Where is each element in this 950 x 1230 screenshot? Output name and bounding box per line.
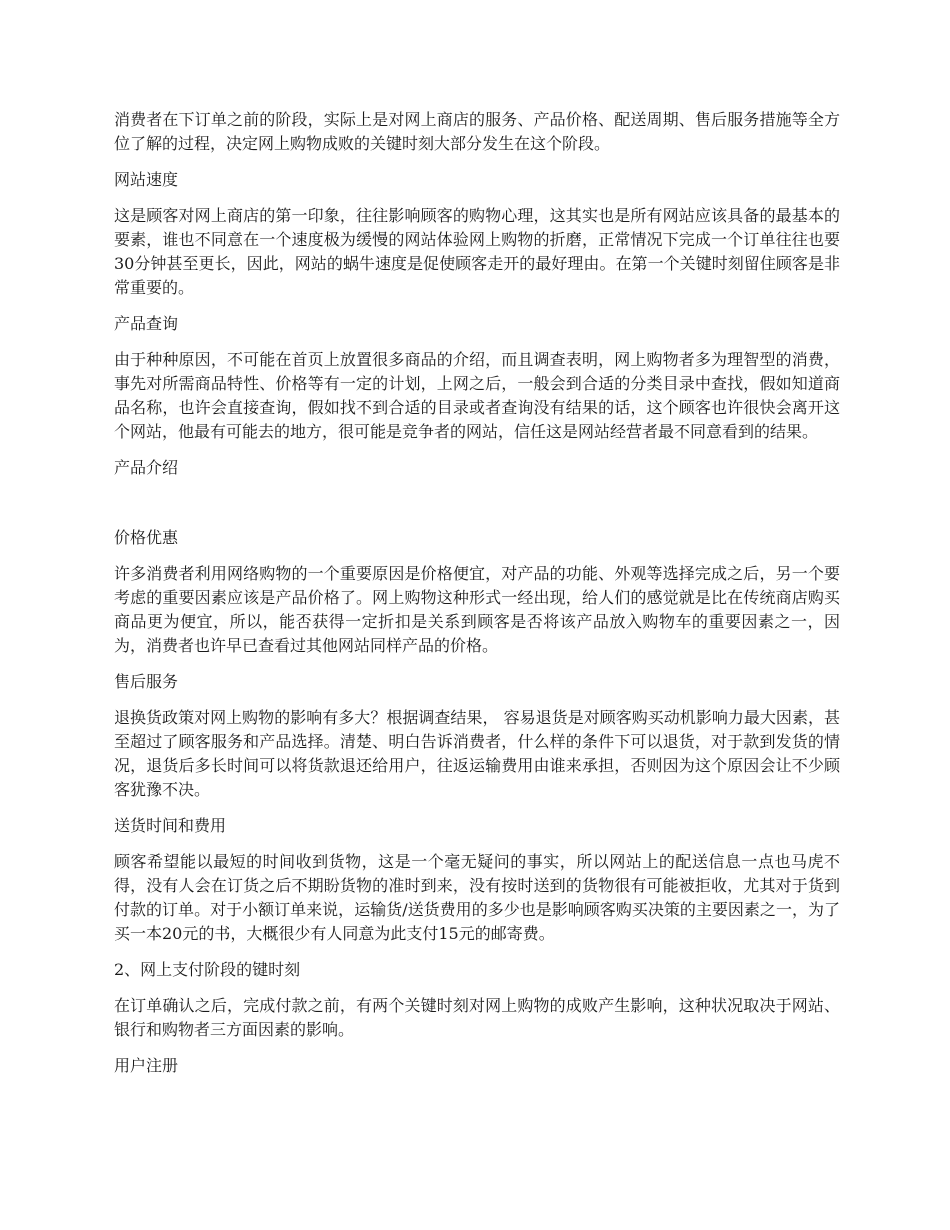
heading-payment-stage: 2、网上支付阶段的键时刻 xyxy=(114,960,301,979)
document-body xyxy=(114,108,840,1090)
heading-product-search: 产品查询 xyxy=(114,314,179,333)
paragraph-payment-stage: 在订单确认之后，完成付款之前，有两个关键时刻对网上购物的成败产生影响，这种状况取决于网站、银行和购物者三方面因素的影响。 xyxy=(114,996,840,1039)
heading-product-intro: 产品介绍 xyxy=(114,458,179,477)
heading-user-registration: 用户注册 xyxy=(114,1056,179,1075)
paragraph-intro: 消费者在下订单之前的阶段，实际上是对网上商店的服务、产品价格、配送周期、售后服务措施等全方位了解的过程，决定网上购物成败的关键时刻大部分发生在这个阶段。 xyxy=(114,110,840,153)
paragraph-after-sales: 退换货政策对网上购物的影响有多大？根据调查结果， 容易退货是对顾客购买动机影响力最大因素，甚至超过了顾客服务和产品选择。清楚、明白告诉消费者，什么样的条件下可以退货，对于款到发货的情况，退货后多长时间可以将货款退还给用户，往返运输费用由谁来承担，否则因为这个原因会让不少顾客犹豫不决。 xyxy=(114,708,840,799)
heading-delivery: 送货时间和费用 xyxy=(114,816,227,835)
heading-after-sales: 售后服务 xyxy=(114,672,179,691)
paragraph-price-discount: 许多消费者利用网络购物的一个重要原因是价格便宜，对产品的功能、外观等选择完成之后，另一个要考虑的重要因素应该是产品价格了。网上购物这种形式一经出现，给人们的感觉就是比在传统商店购买商品更为便宜，所以，能否获得一定折扣是关系到顾客是否将该产品放入购物车的重要因素之一，因为，消费者也许早已查看过其他网站同样产品的价格。 xyxy=(114,564,840,655)
heading-price-discount: 价格优惠 xyxy=(114,528,179,547)
paragraph-product-search: 由于种种原因，不可能在首页上放置很多商品的介绍，而且调查表明，网上购物者多为理智型的消费，事先对所需商品特性、价格等有一定的计划，上网之后，一般会到合适的分类目录中查找，假如知道商品名称，也许会直接查询，假如找不到合适的目录或者查询没有结果的话，这个顾客也许很快会离开这个网站，他最有可能去的地方，很可能是竞争者的网站，信任这是网站经营者最不同意看到的结果。 xyxy=(114,350,840,441)
paragraph-website-speed: 这是顾客对网上商店的第一印象，往往影响顾客的购物心理，这其实也是所有网站应该具备的最基本的要素，谁也不同意在一个速度极为缓慢的网站体验网上购物的折磨，正常情况下完成一个订单往往也要30分钟甚至更长，因此，网站的蜗牛速度是促使顾客走开的最好理由。在第一个关键时刻留住顾客是非常重要的。 xyxy=(114,206,840,297)
paragraph-delivery: 顾客希望能以最短的时间收到货物，这是一个毫无疑问的事实，所以网站上的配送信息一点也马虎不得，没有人会在订货之后不期盼货物的准时到来，没有按时送到的货物很有可能被拒收，尤其对于货到付款的订单。对于小额订单来说，运输货/送货费用的多少也是影响顾客购买决策的主要因素之一，为了买一本20元的书，大概很少有人同意为此支付15元的邮寄费。 xyxy=(114,852,840,943)
heading-website-speed: 网站速度 xyxy=(114,170,179,189)
blank-space xyxy=(114,492,840,526)
